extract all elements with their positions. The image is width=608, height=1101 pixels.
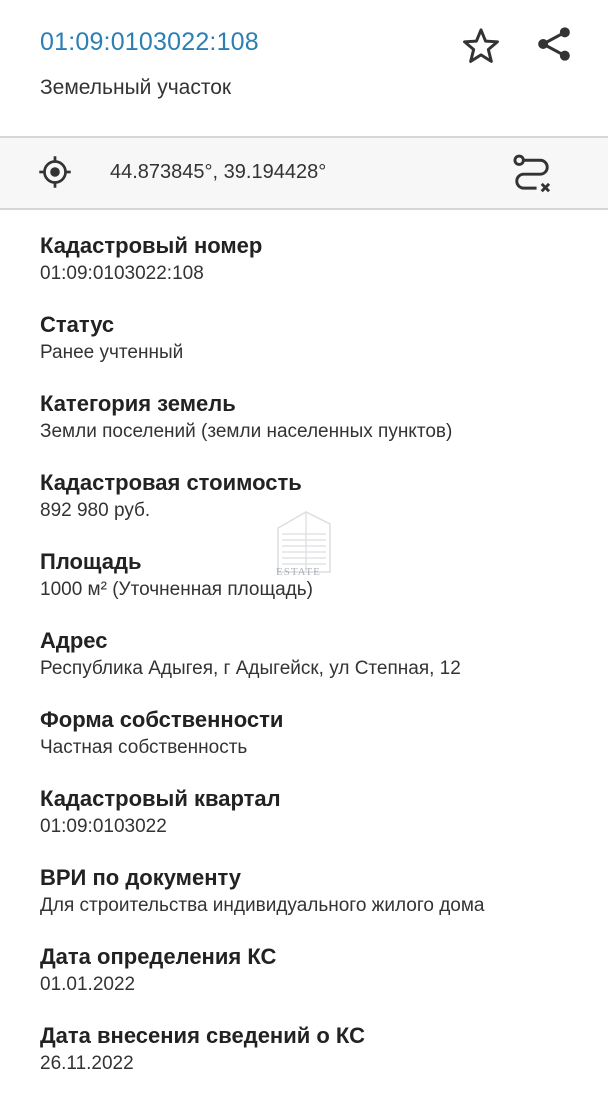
route-icon[interactable] (510, 152, 554, 196)
field-label: ВРИ по документу (40, 865, 242, 890)
field-cadastral-number (40, 232, 608, 311)
target-icon[interactable] (37, 154, 73, 190)
field-label: Форма собственности (40, 707, 284, 732)
field-label: Кадастровый номер (40, 233, 263, 258)
field-value: Земли поселений (земли населенных пунктов) (40, 421, 453, 442)
field-label: Статус (40, 312, 115, 337)
field-value: 1000 м² (Уточненная площадь) (40, 579, 313, 600)
field-label: Кадастровый квартал (40, 786, 281, 811)
field-value[interactable]: 01:09:0103022:108 (40, 263, 204, 284)
properties-list (0, 210, 608, 1101)
field-status (40, 311, 608, 390)
field-ownership (40, 706, 608, 785)
coordinates-text[interactable]: 44.873845°, 39.194428° (110, 161, 327, 183)
star-icon[interactable] (460, 25, 502, 67)
field-label: Площадь (40, 549, 142, 574)
field-value: Для строительства индивидуального жилого дома (40, 895, 485, 916)
field-valuation-date (40, 943, 608, 1022)
field-address (40, 627, 608, 706)
field-label: Дата определения КС (40, 944, 277, 969)
field-value: Ранее учтенный (40, 342, 184, 363)
field-value: Частная собственность (40, 737, 248, 758)
coordinates-bar (0, 138, 608, 208)
field-entry-date (40, 1022, 608, 1101)
field-label: Кадастровая стоимость (40, 470, 302, 495)
field-permitted-use (40, 864, 608, 943)
field-value[interactable]: 01:09:0103022 (40, 816, 167, 837)
field-land-category (40, 390, 608, 469)
cadastral-number-title[interactable]: 01:09:0103022:108 (40, 28, 259, 56)
field-label: Адрес (40, 628, 108, 653)
field-value: 26.11.2022 (40, 1053, 134, 1074)
field-label: Категория земель (40, 391, 236, 416)
object-header (0, 0, 608, 136)
watermark-text: ESTATE (276, 566, 321, 578)
object-type-subtitle: Земельный участок (40, 76, 232, 99)
field-cadastral-quarter (40, 785, 608, 864)
field-value: 01.01.2022 (40, 974, 136, 995)
field-value[interactable]: Республика Адыгея, г Адыгейск, ул Степная, 12 (40, 658, 461, 679)
share-icon[interactable] (534, 24, 574, 64)
field-label: Дата внесения сведений о КС (40, 1023, 365, 1048)
field-value: 892 980 руб. (40, 500, 151, 521)
